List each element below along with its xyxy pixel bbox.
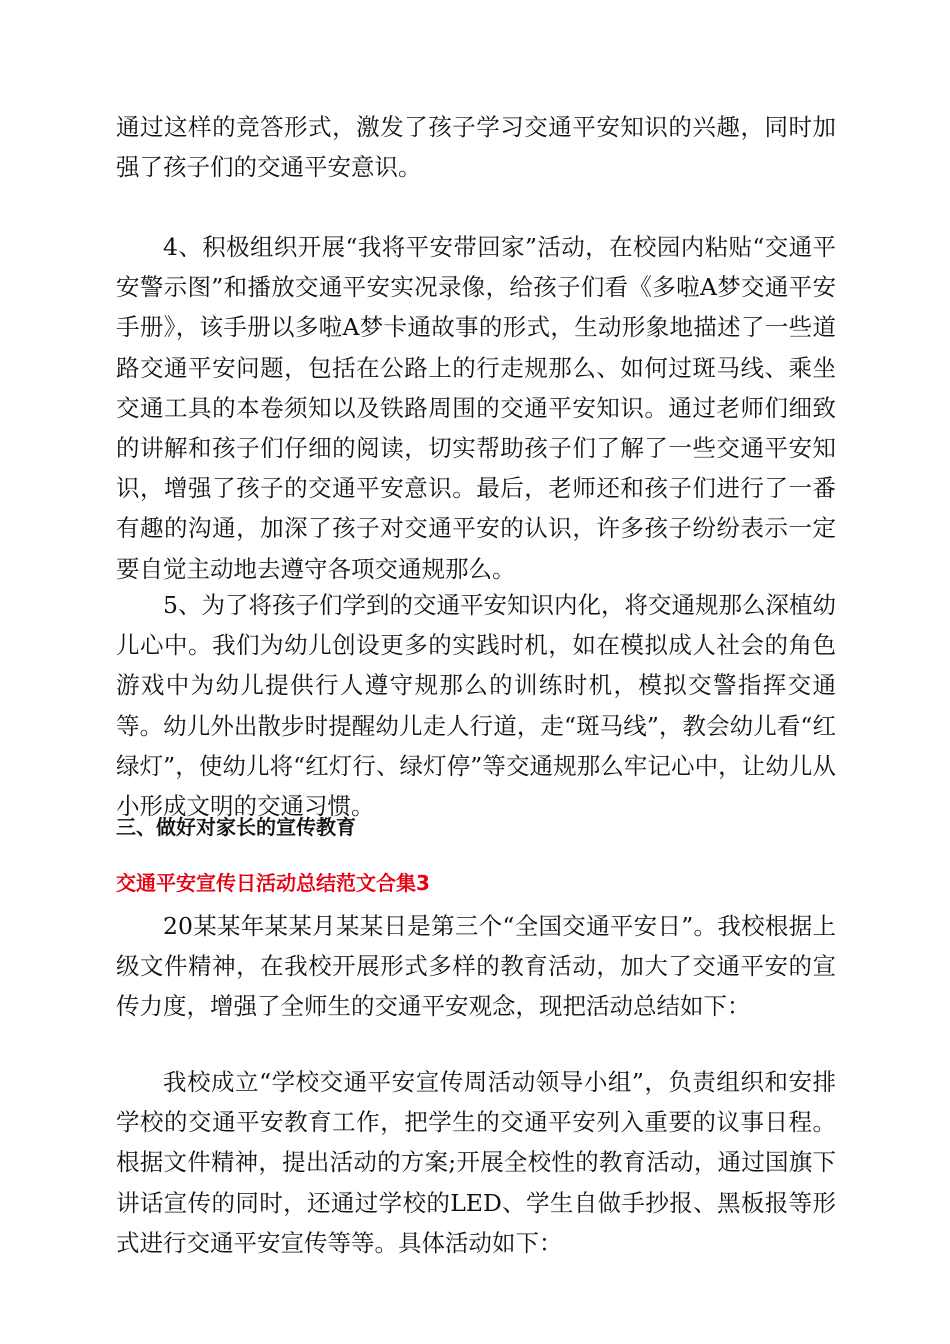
section-heading: 三、做好对家长的宣传教育 xyxy=(116,815,356,839)
paragraph-item-5: 5、为了将孩子们学到的交通平安知识内化，将交通规那么深植幼儿心中。我们为幼儿创设更多的实践时机，如在模拟成人社会的角色游戏中为幼儿提供行人遵守规那么的训练时机，模拟交警指挥交通等。幼儿外出散步时提醒幼儿走人行道，走“斑马线”，教会幼儿看“红绿灯”，使幼儿将“红灯行、绿灯停”等交通规那么牢记心中，让幼儿从小形成文明的交通习惯。 xyxy=(116,591,836,821)
continuation-paragraph: 通过这样的竞答形式，激发了孩子学习交通平安知识的兴趣，同时加强了孩子们的交通平安意识。 xyxy=(116,113,836,182)
article-title: 交通平安宣传日活动总结范文合集3 xyxy=(116,871,430,895)
article-body-paragraph: 我校成立“学校交通平安宣传周活动领导小组”，负责组织和安排学校的交通平安教育工作，把学生的交通平安列入重要的议事日程。根据文件精神，提出活动的方案;开展全校性的教育活动，通过国旗下讲话宣传的同时，还通过学校的LED、学生自做手抄报、黑板报等形式进行交通平安宣传等等。具体活动如下： xyxy=(116,1068,836,1257)
paragraph-item-4: 4、积极组织开展“我将平安带回家”活动，在校园内粘贴“交通平安警示图”和播放交通平安实况录像，给孩子们看《多啦A梦交通平安手册》，该手册以多啦A梦卡通故事的形式，生动形象地描述了一些道路交通平安问题，包括在公路上的行走规那么、如何过斑马线、乘坐交通工具的本卷须知以及铁路周围的交通平安知识。通过老师们细致的讲解和孩子们仔细的阅读，切实帮助孩子们了解了一些交通平安知识，增强了孩子的交通平安意识。最后，老师还和孩子们进行了一番有趣的沟通，加深了孩子对交通平安的认识，许多孩子纷纷表示一定要自觉主动地去遵守各项交通规那么。 xyxy=(116,233,836,583)
article-intro-paragraph: 20某某年某某月某某日是第三个“全国交通平安日”。我校根据上级文件精神，在我校开展形式多样的教育活动，加大了交通平安的宣传力度，增强了全师生的交通平安观念，现把活动总结如下： xyxy=(116,912,836,1021)
